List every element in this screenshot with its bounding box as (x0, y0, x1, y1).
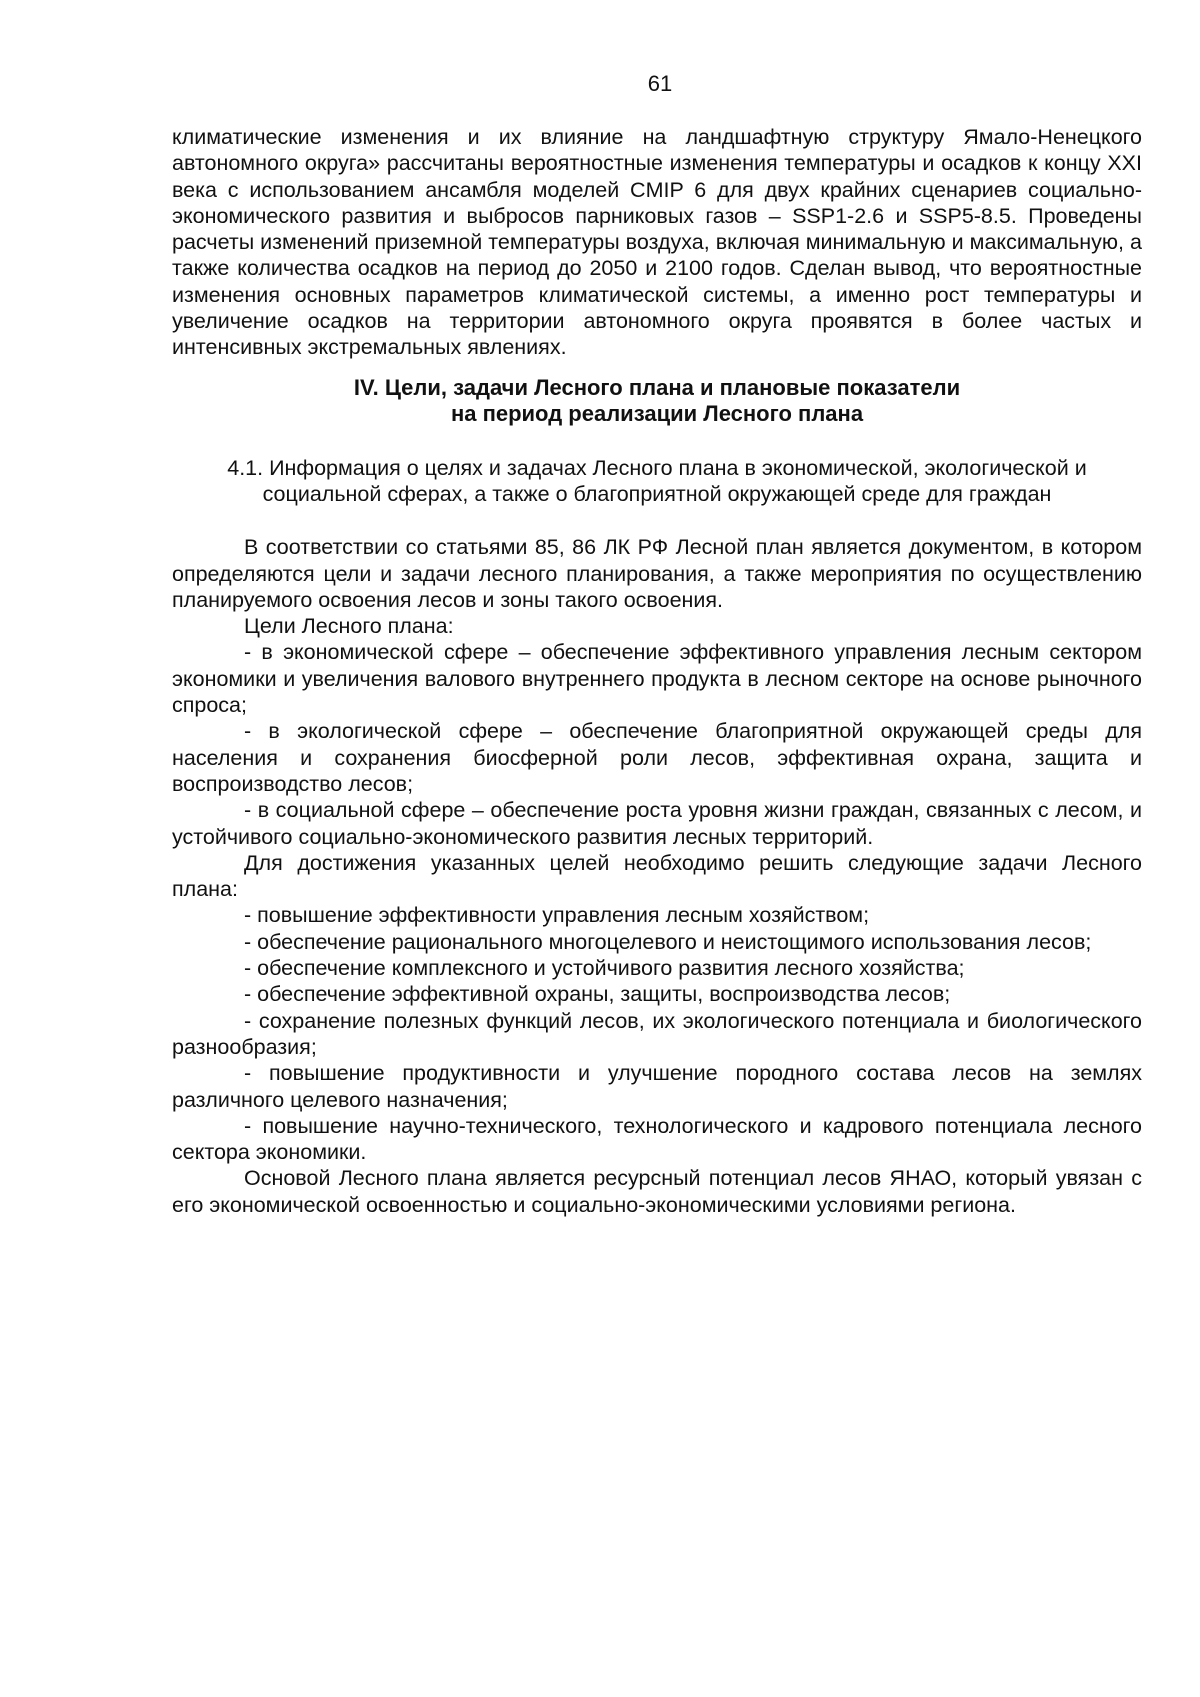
paragraph-resource-potential: Основой Лесного плана является ресурсный потенциал лесов ЯНАО, который увязан с его экономической освоенностью и социально-экономическими условиями региона. (172, 1166, 1142, 1217)
intro-paragraph: климатические изменения и их влияние на ландшафтную структуру Ямало-Ненецкого автономного округа» рассчитаны вероятностные изменения температуры и осадков к концу XXI века с использованием ансамбля моделей CMIP 6 для двух крайних сценариев социально-экономического развития и выбросов парниковых газов – SSP1-2.6 и SSP5-8.5. Проведены расчеты изменений приземной температуры воздуха, включая минимальную и максимальную, а также количества осадков на период до 2050 и 2100 годов. Сделан вывод, что вероятностные изменения основных параметров климатической системы, а именно рост температуры и увеличение осадков на территории автономного округа проявятся в более частых и интенсивных экстремальных явлениях. (172, 125, 1142, 360)
subsection-heading-line-2: социальной сферах, а также о благоприятной окружающей среде для граждан (262, 481, 1052, 506)
paragraph-task-productivity: - повышение продуктивности и улучшение породного состава лесов на землях различного целевого назначения; (172, 1061, 1142, 1112)
paragraph-goals-title: Цели Лесного плана: (244, 614, 454, 639)
section-heading (172, 375, 1142, 428)
section-heading-line-1: IV. Цели, задачи Лесного плана и плановые показатели (353, 374, 961, 400)
paragraph-task-development: - обеспечение комплексного и устойчивого развития лесного хозяйства; (244, 956, 965, 981)
paragraph-forest-plan-definition: В соответствии со статьями 85, 86 ЛК РФ Лесной план является документом, в котором определяются цели и задачи лесного планирования, а также мероприятия по осуществлению планируемого освоения лесов и зоны такого освоения. (172, 535, 1142, 612)
paragraph-goal-ecological: - в экологической сфере – обеспечение благоприятной окружающей среды для населения и сохранения биосферной роли лесов, эффективная охрана, защита и воспроизводство лесов; (172, 719, 1142, 796)
paragraph-tasks-title: Для достижения указанных целей необходимо решить следующие задачи Лесного плана: (172, 850, 1142, 902)
paragraph-task-management: - повышение эффективности управления лесным хозяйством; (244, 903, 870, 928)
section-heading-line-2: на период реализации Лесного плана (450, 401, 864, 427)
paragraph-task-protection: - обеспечение эффективной охраны, защиты, воспроизводства лесов; (244, 982, 951, 1007)
document-body (172, 124, 1142, 1218)
subsection-heading-line-1: 4.1. Информация о целях и задачах Лесного плана в экономической, экологической и (227, 455, 1087, 480)
paragraph-task-biodiversity: - сохранение полезных функций лесов, их экологического потенциала и биологического разнообразия; (172, 1008, 1142, 1059)
paragraph-task-rational-use: - обеспечение рационального многоцелевого и неистощимого использования лесов; (244, 929, 1092, 954)
subsection-heading (172, 455, 1142, 508)
paragraph-goal-economic: - в экономической сфере – обеспечение эффективного управления лесным сектором экономики и увеличения валового внутреннего продукта в лесном секторе на основе рыночного спроса; (172, 640, 1142, 718)
paragraph-task-potential: - повышение научно-технического, технологического и кадрового потенциала лесного сектора экономики. (172, 1113, 1142, 1165)
paragraph-goal-social: - в социальной сфере – обеспечение роста уровня жизни граждан, связанных с лесом, и устойчивого социально-экономического развития лесных территорий. (172, 798, 1142, 849)
page-number: 61 (647, 71, 673, 96)
